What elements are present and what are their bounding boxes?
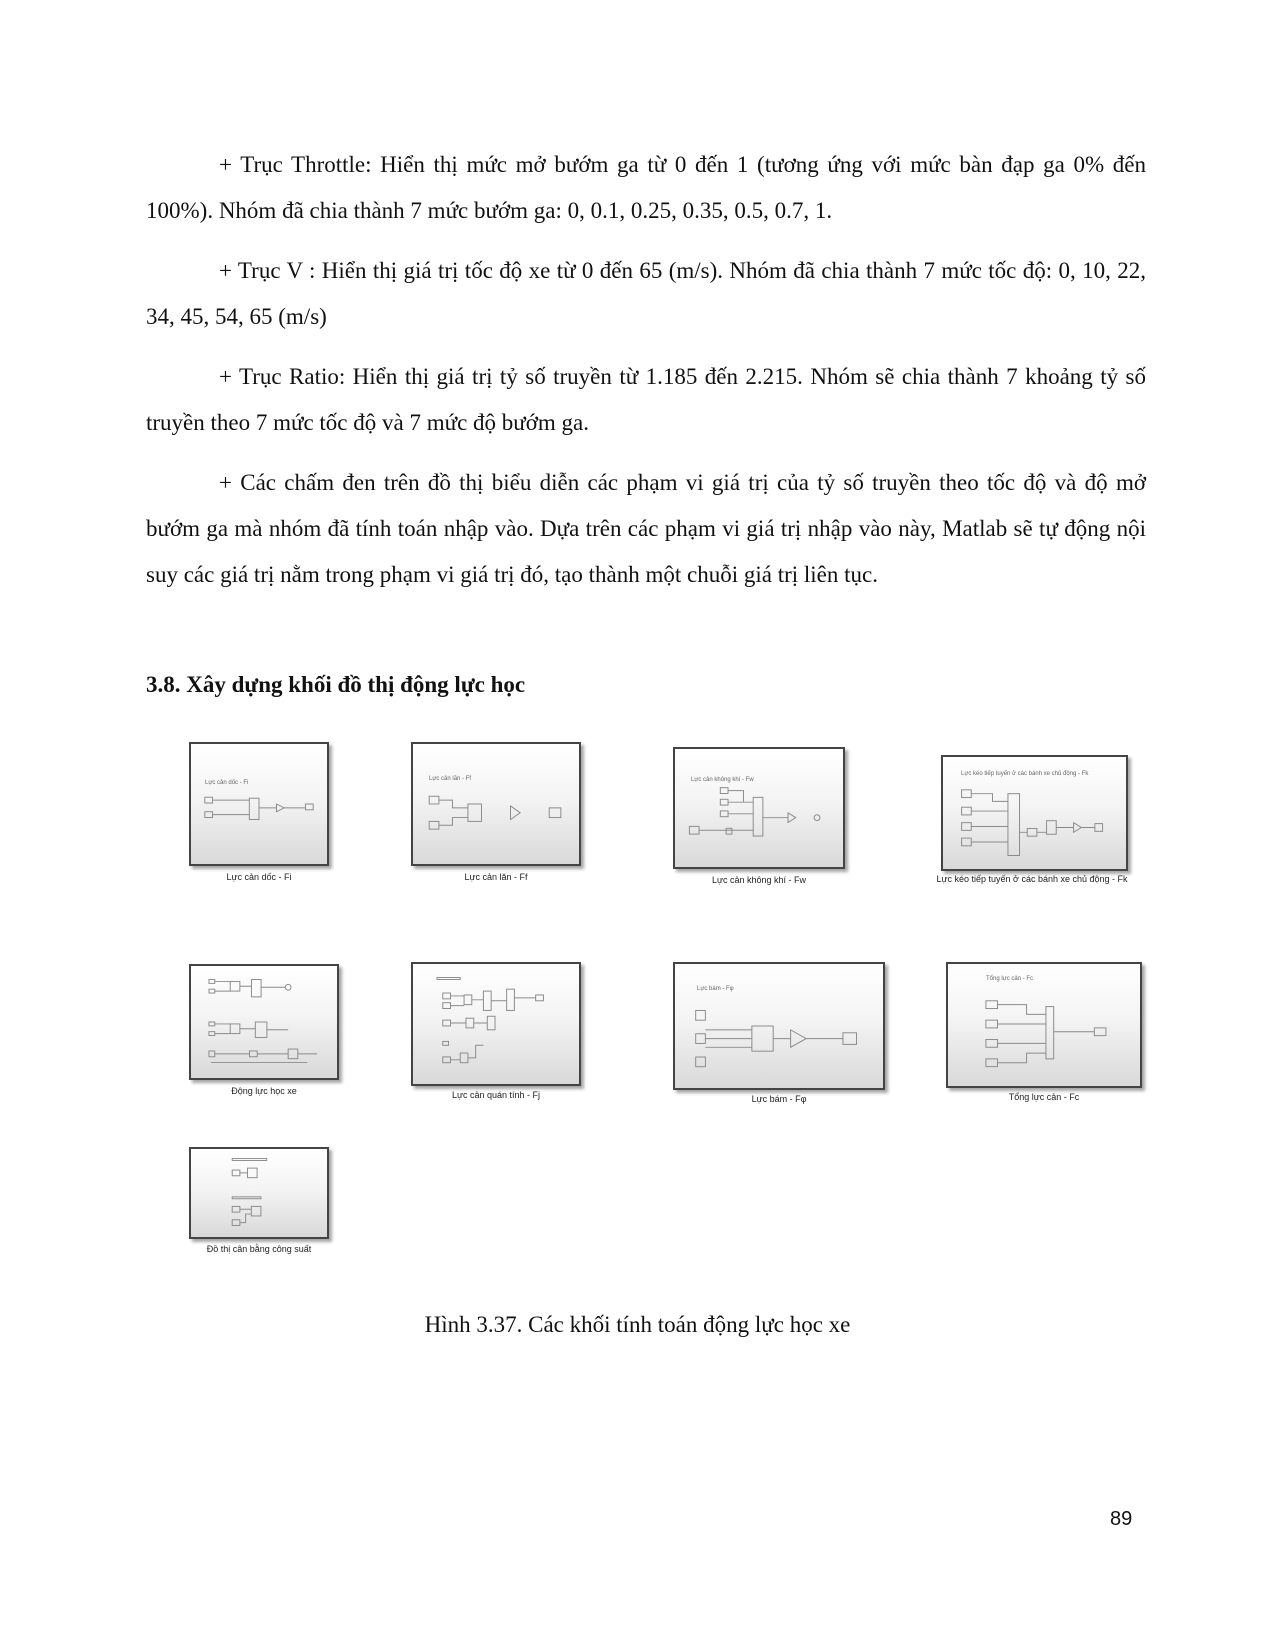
block-title: Lực cản không khí - Fw [691, 777, 754, 783]
block-caption: Tổng lực cản - Fc [1008, 1092, 1080, 1102]
block-adhesion-force [673, 962, 885, 1090]
block-caption: Lực bám - Fφ [751, 1094, 807, 1104]
block-vehicle-dynamics [189, 964, 339, 1080]
block-diagram-icon [413, 744, 579, 864]
block-caption: Lực cản dốc - Fi [226, 872, 292, 882]
paragraph-ratio-axis: + Trục Ratio: Hiển thị giá trị tỷ số truyền từ 1.185 đến 2.215. Nhóm sẽ chia thành 7 khoảng tỷ số truyền theo 7 mức tốc độ và 7 mức độ bướm ga. [146, 364, 1146, 435]
block-title: Lực kéo tiếp tuyến ở các bánh xe chủ động - Fk [961, 771, 1089, 777]
block-traction-force [941, 755, 1128, 871]
block-caption: Lực cản quán tính - Fj [451, 1090, 541, 1100]
paragraph-v-axis: + Trục V : Hiển thị giá trị tốc độ xe từ 0 đến 65 (m/s). Nhóm đã chia thành 7 mức tốc độ: 0, 10, 22, 34, 45, 54, 65 (m/s) [146, 258, 1146, 329]
block-inertial-resistance [411, 962, 581, 1086]
block-grade-resistance [189, 742, 329, 866]
block-caption: Động lực học xe [231, 1086, 297, 1096]
section-heading: 3.8. Xây dựng khối đồ thị động lực học [146, 672, 526, 697]
block-power-balance [189, 1147, 329, 1239]
paragraph-throttle-axis: + Trục Throttle: Hiển thị mức mở bướm ga từ 0 đến 1 (tương ứng với mức bàn đạp ga 0% đến 100%). Nhóm đã chia thành 7 mức bướm ga: 0, 0.1, 0.25, 0.35, 0.5, 0.7, 1. [146, 152, 1146, 223]
block-title: Lực cản dốc - Fi [205, 780, 249, 786]
block-caption: Đồ thị cân bằng công suất [206, 1244, 312, 1254]
block-diagram-icon [675, 749, 843, 867]
figure-caption: Hình 3.37. Các khối tính toán động lực học xe [424, 1312, 851, 1337]
block-title: Lực bám - Fφ [697, 986, 734, 992]
block-diagram-icon [413, 964, 579, 1084]
block-air-resistance [673, 747, 845, 869]
block-caption: Lực kéo tiếp tuyến ở các bánh xe chủ động - Fk [936, 874, 1128, 884]
block-caption: Lực cản không khí - Fw [711, 875, 807, 885]
block-diagram-icon [943, 757, 1126, 869]
block-title: Tổng lực cản - Fc [986, 976, 1034, 982]
block-rolling-resistance [411, 742, 581, 866]
block-title: Lực cản lăn - Ff [429, 776, 472, 782]
block-caption: Lực cản lăn - Ff [464, 872, 528, 882]
paragraph-black-dots: + Các chấm đen trên đồ thị biểu diễn các phạm vi giá trị của tỷ số truyền theo tốc độ và độ mở bướm ga mà nhóm đã tính toán nhập vào. Dựa trên các phạm vi giá trị nhập vào này, Matlab sẽ tự động nội suy các giá trị nằm trong phạm vi giá trị đó, tạo thành một chuỗi giá trị liên tục. [146, 470, 1146, 587]
block-diagram-icon [191, 1149, 327, 1237]
block-diagram-icon [675, 964, 883, 1088]
block-diagram-icon [948, 964, 1140, 1086]
block-total-resistance [946, 962, 1142, 1088]
block-diagram-icon [191, 744, 327, 864]
page-number: 89 [1110, 1508, 1133, 1530]
block-diagram-icon [191, 966, 337, 1078]
